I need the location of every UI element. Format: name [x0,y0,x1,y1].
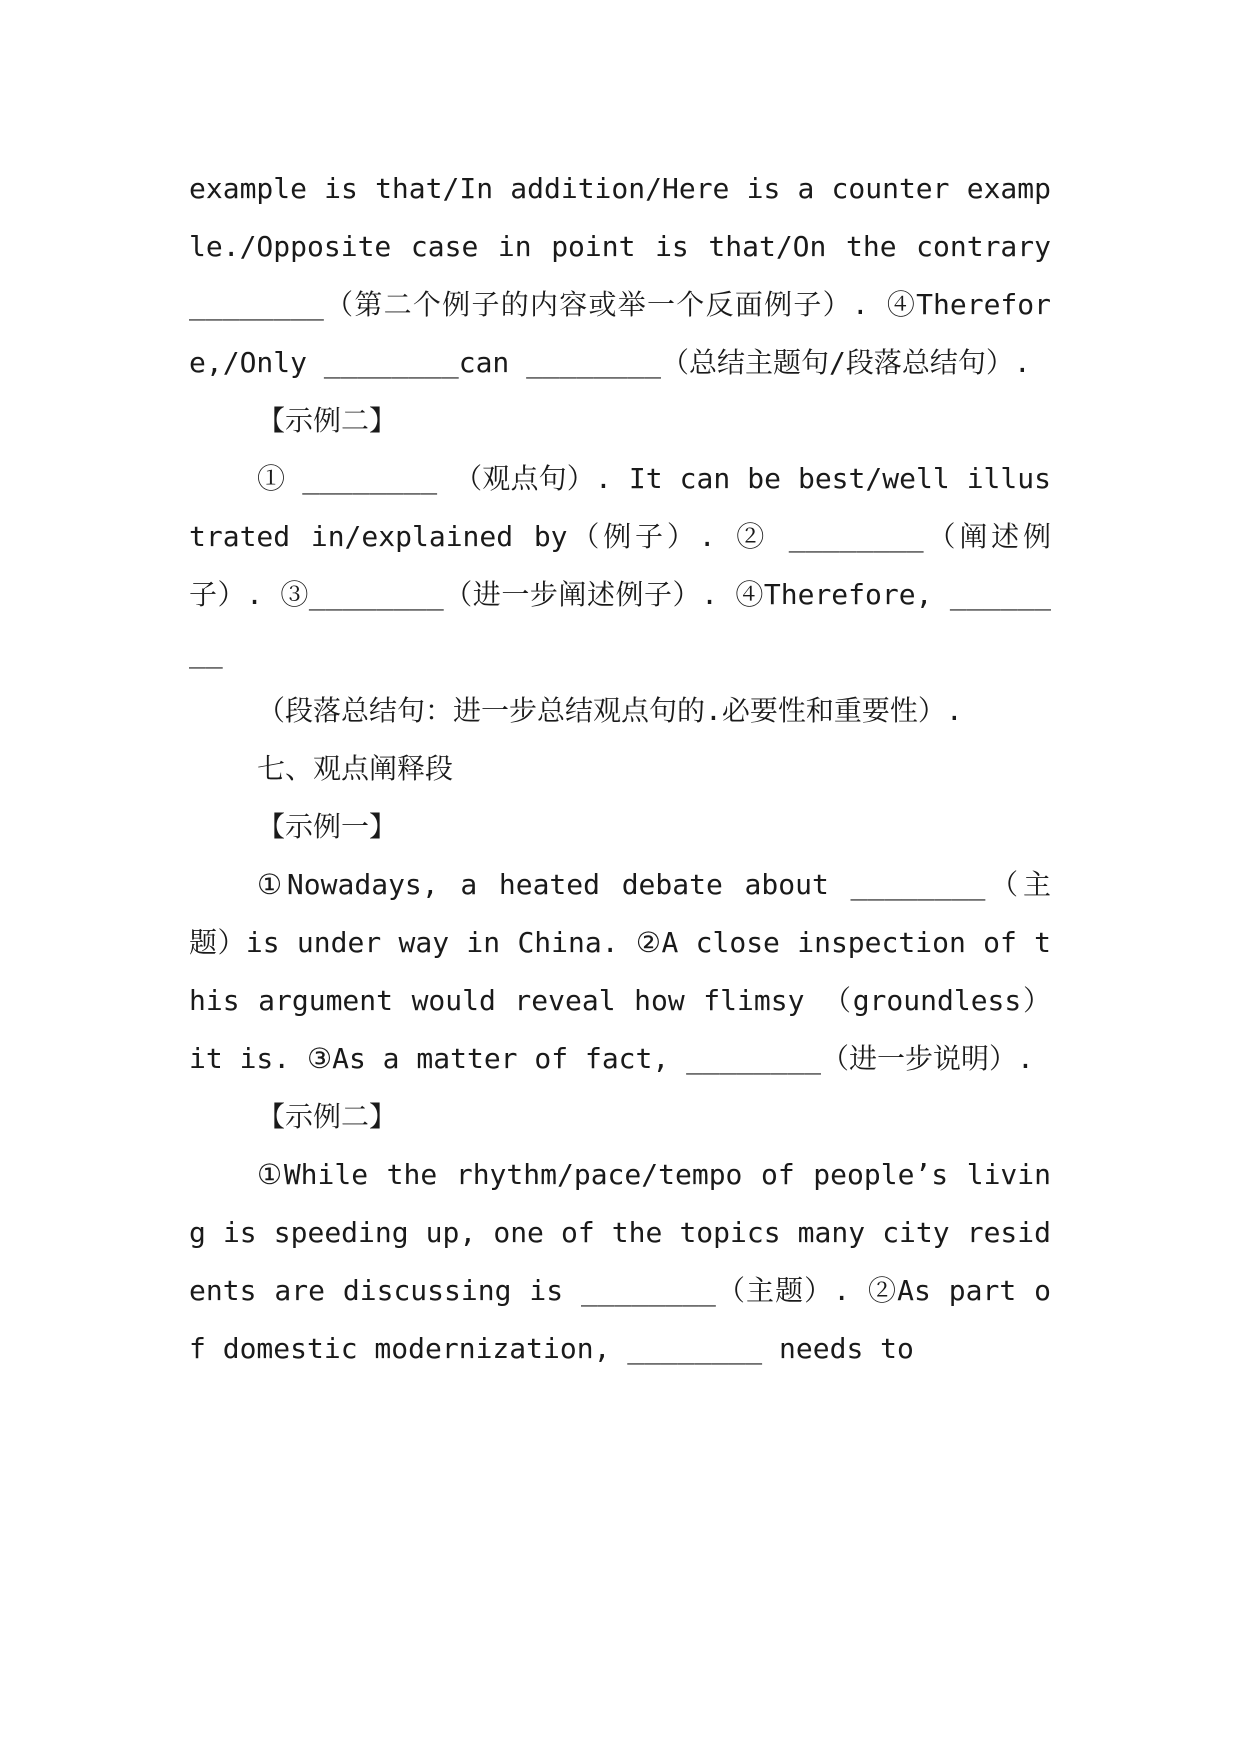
example-one-heading: 【示例一】 [257,810,398,843]
paragraph-summary-note: （段落总结句：进一步总结观点句的.必要性和重要性）. [257,694,963,727]
paragraph-section-seven-example-two: ①While the rhythm/pace/tempo of people’s living is speeding up, one of the topics many city residents are discussing is ________（主题）. ②As part of domestic modernization, ________ needs to [189,1158,1051,1365]
paragraph-section-seven-example-one: ①Nowadays, a heated debate about ________（主题）is under way in China. ②A close inspection of this argument would reveal how flimsy （groundless）it is. ③As a matter of fact, ________（进一步说明）. [189,868,1051,1075]
paragraph-example-continuation: example is that/In addition/Here is a counter example./Opposite case in point is that/On the contrary ________（第二个例子的内容或举一个反面例子）. ④Therefore,/Only ________can ________（总结主题句/段落总结句）. [189,172,1051,379]
example-two-heading: 【示例二】 [257,404,398,437]
document-body [189,160,1051,1378]
section-seven-heading: 七、观点阐释段 [257,752,454,785]
example-two-heading-second: 【示例二】 [257,1100,398,1133]
paragraph-example-two: ① ________ （观点句）. It can be best/well illustrated in/explained by（例子）. ② ________（阐述例子）. ③________（进一步阐述例子）. ④Therefore, ________ [189,462,1051,669]
